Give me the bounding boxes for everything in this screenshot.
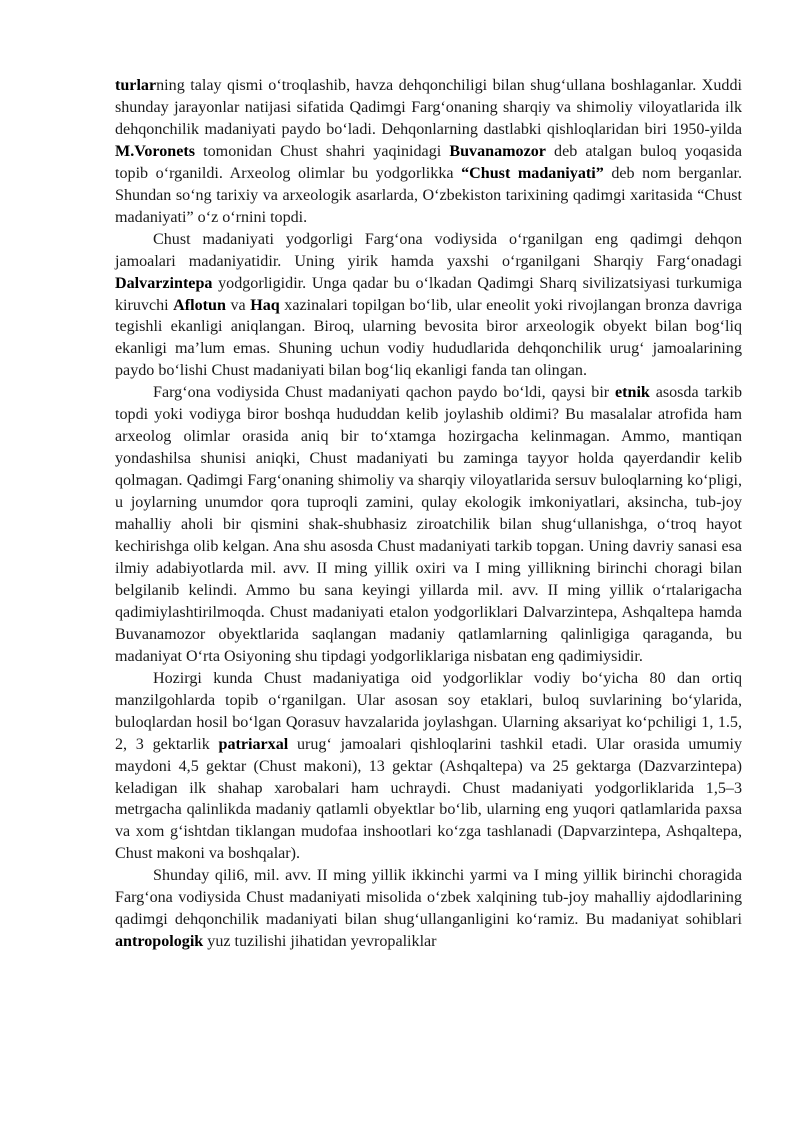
body-text: tomonidan Chust shahri yaqinidagi — [195, 142, 450, 160]
body-text: asosda tarkib topdi yoki vodiyga biror boshqa hududdan kelib joylashib oldimi? Bu masalalar atrofida ham arxeolog olimlar orasida aniq bir to‘xtamga hozirgacha kelinmagan. Ammo, mantiqan yondashilsa shunisi aniqki, Chust madaniyati bu zaminga tayyor holda qayerdandir kelib qolmagan. Qadimgi Farg‘onaning shimoliy va sharqiy viloyatlarida sersuv buloqlarning ko‘pligi, u joylarning unumdor qora tuproqli zamini, qulay ekologik imkoniyatlari, aksincha, tub-joy mahalliy aholi bir qismini shak-shubhasiz ziroatchilik bilan shug‘ullanishga, o‘troq hayot kechirishga olib kelgan. Ana shu asosda Chust madaniyati tarkib topgan. Uning davriy sanasi esa ilmiy adabiyotlarda mil. avv. II ming yillik oxiri va I ming yillikning birinchi choragi bilan belgilanib kelindi. Ammo bu sana keyingi yillarda mil. avv. II ming yillik o‘rtalarigacha qadimiylashtirilmoqda. Chust madaniyati etalon yodgorliklari Dalvarzintepa, Ashqaltepa hamda Buvanamozor obyektlarida saqlangan madaniy qatlamlarning qalinligiga qaraganda, bu madaniyat O‘rta Osiyoning shu tipdagi yodgorliklariga nisbatan eng qadimiysidir. — [115, 384, 742, 665]
body-text: urug‘ jamoalari qishloqlarini tashkil etadi. Ular orasida umumiy maydoni 4,5 gektar (Chust makoni), 13 gektar (Ashqaltepa) va 25 gektarga (Dazvarzintepa) keladigan ilk shahap xarobalari ham uchraydi. Chust madaniyati yodgorliklarida 1,5–3 metrgacha qalinlikda madaniy qatlamli obyektlar bo‘lib, ularning eng yuqori qatlamlarida paxsa va xom g‘ishtdan tiklangan mudofaa inshootlari ko‘zga tashlanadi (Dapvarzintepa, Ashqaltepa, Chust makoni va boshqalar). — [115, 735, 743, 863]
paragraph — [115, 865, 742, 953]
body-text: Farg‘ona vodiysida Chust madaniyati qachon paydo bo‘ldi, qaysi bir — [153, 384, 615, 402]
bold-term: “Chust madaniyati” — [461, 164, 604, 182]
bold-term: Dalvarzintepa — [115, 274, 213, 292]
bold-term: etnik — [615, 384, 650, 402]
bold-term: Haq — [250, 296, 280, 314]
paragraph — [115, 668, 742, 866]
body-text: deb nom berganlar. Shundan so‘ng tarixiy va arxeologik asarlarda, O‘zbekiston tarixining qadimgi xaritasida “Chust madaniyati” o‘z o‘rnini topdi. — [115, 164, 742, 226]
bold-term: Aflotun — [173, 296, 226, 314]
bold-term: antropologik — [115, 933, 204, 951]
bold-term: patriarxal — [218, 735, 289, 753]
paragraph — [115, 229, 742, 383]
body-text: deb atalgan buloq yoqasida topib o‘rganildi. Arxeolog olimlar bu yodgorlikka — [115, 142, 742, 182]
document-page — [115, 75, 742, 953]
body-text: Hozirgi kunda Chust madaniyatiga oid yodgorliklar vodiy bo‘yicha 80 dan ortiq manzilgohlarda topib o‘rganilgan. Ular asosan soy etaklari, buloq suvlarining bo‘ylarida, buloqlardan hosil bo‘lgan Qorasuv havzalarida joylashgan. Ularning aksariyat ko‘pchiligi 1, 1.5, 2, 3 gektarlik — [115, 669, 742, 753]
body-text: ning talay qismi o‘troqlashib, havza dehqonchiligi bilan shug‘ullana boshlaganlar. Xuddi shunday jarayonlar natijasi sifatida Qadimgi Farg‘onaning sharqiy va shimoliy viloyatlarida ilk dehqonchilik madaniyati paydo bo‘ladi. Dehqonlarning dastlabki qishloqlaridan biri 1950-yilda — [115, 77, 742, 138]
body-text: yuz tuzilishi jihatidan yevropaliklar — [203, 933, 437, 951]
paragraph — [115, 75, 742, 229]
bold-term: turlar — [115, 77, 157, 94]
body-text: xazinalari topilgan bo‘lib, ular eneolit yoki rivojlangan bronza davriga tegishli ekanligi aniqlangan. Biroq, ularning bevosita biror arxeologik obyekt bilan bog‘liq ekanligi ma’lum emas. Shuning uchun vodiy hududlarida dehqonchilik urug‘ jamoalarining paydo bo‘lishi Chust madaniyati bilan bog‘liq ekanligi fanda tan olingan. — [115, 296, 742, 380]
paragraph — [115, 382, 742, 667]
body-text: va — [225, 296, 251, 314]
bold-term: M.Voronets — [115, 142, 196, 160]
body-text: Chust madaniyati yodgorligi Farg‘ona vodiysida o‘rganilgan eng qadimgi dehqon jamoalari madaniyatidir. Uning yirik hamda yaxshi o‘rganilgani Sharqiy Farg‘onadagi — [115, 230, 742, 270]
body-text: Shunday qili6, mil. avv. II ming yillik ikkinchi yarmi va I ming yillik birinchi choragida Farg‘ona vodiysida Chust madaniyati misolida o‘zbek xalqining tub-joy mahalliy ajdodlarining qadimgi dehqonchilik madaniyati bilan shug‘ullanganligini ko‘ramiz. Bu madaniyat sohiblari — [115, 867, 742, 929]
bold-term: Buvanamozor — [449, 142, 546, 160]
body-text: yodgorligidir. Unga qadar bu o‘lkadan Qadimgi Sharq sivilizatsiyasi turkumiga kiruvchi — [115, 274, 742, 314]
